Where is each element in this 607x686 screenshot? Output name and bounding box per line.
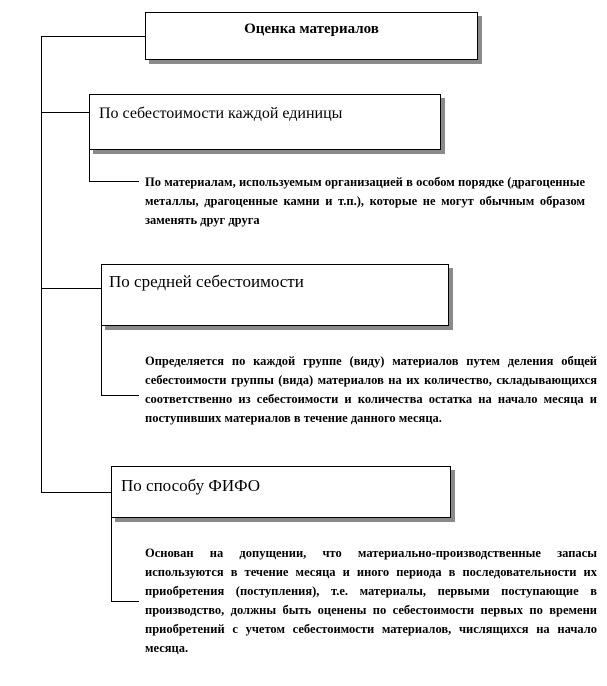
- method-1-description-connector-v: [89, 150, 90, 182]
- method-1-description-connector-h: [89, 181, 139, 182]
- method-3-description-connector-v: [111, 516, 112, 602]
- method-3-title: По способу ФИФО: [121, 476, 261, 495]
- method-3-box: [111, 466, 451, 518]
- root-box: [145, 12, 478, 60]
- method-2-description: Определяется по каждой группе (виду) материалов путем деления общей себестоимости группы (вида) материалов на их количество, складывающихся соответственно из себестоимости и количества остатка на начало месяца и поступивших материалов в течение данного месяца.: [145, 354, 597, 425]
- method-2-description-connector-h: [101, 395, 139, 396]
- method-1-box: [89, 94, 441, 150]
- method-3-description: Основан на допущении, что материально-производственные запасы используются в течение месяца и иного периода в последовательности их приобретения (поступления), т.е. материалы, первыми поступающие в производство, должны быть оценены по себестоимости первых по времени приобретений с учетом себестоимости материалов, числящихся на начало месяца.: [145, 546, 597, 655]
- method-3-connector: [41, 492, 111, 493]
- method-1-connector: [41, 112, 89, 113]
- root-connector: [41, 36, 145, 37]
- method-2-connector: [41, 288, 101, 289]
- method-2-title: По средней себестоимости: [109, 272, 304, 291]
- method-2-description-connector-v: [101, 326, 102, 396]
- root-title: Оценка материалов: [244, 21, 379, 37]
- method-1-title: По себестоимости каждой единицы: [99, 105, 343, 122]
- method-3-description-connector-h: [111, 601, 139, 602]
- method-1-description: По материалам, используемым организацией в особом порядке (драгоценные металлы, драгоценные камни и т.п.), которые не могут обычным образом заменять друг друга: [145, 175, 585, 227]
- main-vertical-connector: [41, 36, 42, 492]
- method-2-box: [101, 264, 449, 326]
